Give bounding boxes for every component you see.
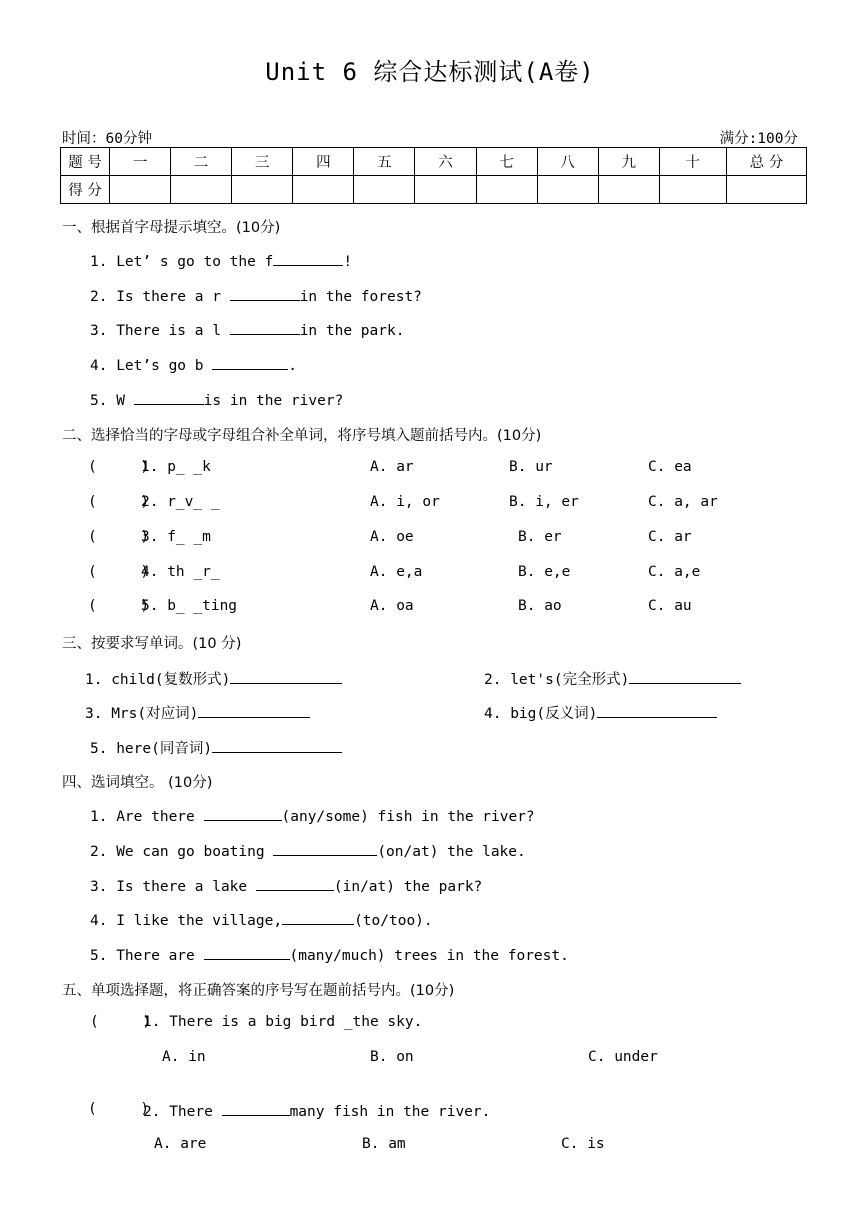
question-text: 2. We can go boating	[90, 844, 274, 860]
full-score: 满分:100分	[719, 131, 798, 147]
score-input-cell[interactable]	[598, 176, 659, 204]
s1-question-2	[90, 286, 422, 305]
answer-blank[interactable]	[256, 876, 334, 891]
section-5-heading: 五、单项选择题，将正确答案的序号写在题前括号内。(10分)	[62, 983, 455, 999]
option-c: C. a, ar	[648, 494, 718, 510]
answer-blank[interactable]	[222, 1101, 290, 1116]
score-input-cell[interactable]	[293, 176, 354, 204]
score-cell-header: 一	[110, 148, 171, 176]
answer-blank[interactable]	[134, 390, 204, 405]
answer-blank[interactable]	[230, 669, 342, 684]
answer-parens[interactable]: ( )	[90, 1014, 152, 1030]
score-input-cell[interactable]	[354, 176, 415, 204]
answer-blank[interactable]	[230, 286, 300, 301]
option-a: A. in	[162, 1049, 206, 1065]
s3-question-2	[484, 668, 741, 689]
score-cell-header: 四	[293, 148, 354, 176]
answer-blank[interactable]	[597, 703, 717, 718]
question-text: many fish in the river.	[289, 1104, 491, 1120]
score-table	[60, 147, 807, 204]
s1-question-4	[90, 355, 297, 374]
option-c: C. is	[561, 1136, 605, 1152]
option-c: C. ea	[648, 459, 692, 475]
score-input-cell[interactable]	[537, 176, 598, 204]
question-text: (to/too).	[354, 913, 433, 929]
score-cell-header: 八	[537, 148, 598, 176]
answer-blank[interactable]	[212, 355, 288, 370]
s2-question-5: 5. b_ _ting	[141, 598, 238, 614]
question-text: 4. I like the village,	[90, 913, 283, 929]
score-cell-label: 题 号	[61, 148, 110, 176]
score-input-cell[interactable]	[232, 176, 293, 204]
answer-blank[interactable]	[273, 251, 343, 266]
question-text: 5. There are	[90, 948, 204, 964]
question-text: 5. here(同音词)	[90, 741, 213, 757]
answer-parens[interactable]: ( )	[88, 564, 150, 580]
score-input-cell[interactable]	[110, 176, 171, 204]
s3-question-1	[85, 668, 342, 689]
score-cell-header: 十	[659, 148, 726, 176]
question-text: (many/much) trees in the forest.	[289, 948, 569, 964]
score-cell-header: 五	[354, 148, 415, 176]
question-text: in the park.	[299, 323, 405, 339]
answer-blank[interactable]	[629, 669, 741, 684]
section-3-heading: 三、按要求写单词。(10 分)	[62, 636, 242, 652]
page-title: Unit 6 综合达标测试(A卷)	[265, 58, 595, 86]
score-cell-header: 六	[415, 148, 476, 176]
question-text: 1. Let’ s go to the f	[90, 254, 274, 270]
score-input-cell[interactable]	[476, 176, 537, 204]
s3-question-5	[90, 737, 342, 758]
s4-question-2	[90, 841, 526, 860]
question-text: 1. Are there	[90, 809, 204, 825]
s2-question-2: 2. r_v_ _	[141, 494, 220, 510]
question-text: 2. There	[143, 1104, 222, 1120]
question-text: 1. child(复数形式)	[85, 672, 231, 688]
question-text: (in/at) the park?	[333, 879, 483, 895]
s3-question-3	[85, 702, 310, 723]
option-b: B. ao	[518, 598, 562, 614]
option-c: C. ar	[648, 529, 692, 545]
answer-blank[interactable]	[204, 806, 282, 821]
section-4-heading: 四、选词填空。 (10分)	[62, 775, 213, 791]
s1-question-5	[90, 390, 343, 409]
answer-blank[interactable]	[212, 738, 342, 753]
score-cell-total: 总 分	[726, 148, 806, 176]
answer-blank[interactable]	[230, 320, 300, 335]
s4-question-3	[90, 876, 482, 895]
section-1-heading: 一、根据首字母提示填空。(10分)	[62, 220, 281, 236]
s4-question-4	[90, 910, 433, 929]
answer-parens[interactable]: ( )	[88, 529, 150, 545]
s5-question-1: 1. There is a big bird _the sky.	[143, 1014, 423, 1030]
answer-parens[interactable]: ( )	[88, 494, 150, 510]
question-text: 2. Is there a r	[90, 289, 230, 305]
s1-question-1	[90, 251, 352, 270]
score-input-cell[interactable]	[171, 176, 232, 204]
exam-time: 时间：60分钟	[62, 131, 152, 147]
answer-parens[interactable]: ( )	[88, 598, 150, 614]
score-cell-header: 七	[476, 148, 537, 176]
question-text: 5. W	[90, 393, 134, 409]
s2-question-3: 3. f_ _m	[141, 529, 211, 545]
option-a: A. oe	[370, 529, 414, 545]
answer-parens[interactable]: ( )	[88, 459, 150, 475]
s5-question-2	[143, 1101, 490, 1120]
score-cell-header: 三	[232, 148, 293, 176]
option-c: C. a,e	[648, 564, 701, 580]
score-cell-header: 二	[171, 148, 232, 176]
option-a: A. i, or	[370, 494, 440, 510]
s4-question-1	[90, 806, 535, 825]
answer-blank[interactable]	[204, 945, 290, 960]
answer-blank[interactable]	[282, 910, 354, 925]
question-text: 3. Is there a lake	[90, 879, 256, 895]
s2-question-4: 4. th _r_	[141, 564, 220, 580]
s4-question-5	[90, 945, 569, 964]
score-row-label: 得 分	[61, 176, 110, 204]
question-text: 3. There is a l	[90, 323, 230, 339]
question-text: (on/at) the lake.	[377, 844, 526, 860]
option-b: B. e,e	[518, 564, 571, 580]
s2-question-1: 1. p_ _k	[141, 459, 211, 475]
question-text: 4. Let’s go b	[90, 358, 213, 374]
question-text: !	[343, 254, 353, 270]
question-text: .	[288, 358, 297, 374]
s1-question-3	[90, 320, 404, 339]
question-text: in the forest?	[299, 289, 422, 305]
answer-blank[interactable]	[198, 703, 310, 718]
score-cell-header: 九	[598, 148, 659, 176]
section-2-heading: 二、选择恰当的字母或字母组合补全单词，将序号填入题前括号内。(10分)	[62, 428, 542, 444]
option-a: A. are	[154, 1136, 207, 1152]
score-table-header-row	[61, 148, 807, 176]
option-a: A. e,a	[370, 564, 423, 580]
option-a: A. oa	[370, 598, 414, 614]
option-b: B. on	[370, 1049, 414, 1065]
answer-parens[interactable]: ( )	[88, 1101, 150, 1117]
answer-blank[interactable]	[273, 841, 377, 856]
score-table-score-row	[61, 176, 807, 204]
question-text: is in the river?	[203, 393, 344, 409]
question-text: 3. Mrs(对应词)	[85, 706, 199, 722]
score-input-cell[interactable]	[726, 176, 806, 204]
option-b: B. i, er	[509, 494, 579, 510]
question-text: 2. let's(完全形式)	[484, 672, 630, 688]
option-b: B. er	[518, 529, 562, 545]
score-input-cell[interactable]	[415, 176, 476, 204]
score-input-cell[interactable]	[659, 176, 726, 204]
option-c: C. au	[648, 598, 692, 614]
option-c: C. under	[588, 1049, 658, 1065]
question-text: 4. big(反义词)	[484, 706, 598, 722]
option-b: B. am	[362, 1136, 406, 1152]
option-a: A. ar	[370, 459, 414, 475]
option-b: B. ur	[509, 459, 553, 475]
s3-question-4	[484, 702, 717, 723]
question-text: (any/some) fish in the river?	[281, 809, 535, 825]
